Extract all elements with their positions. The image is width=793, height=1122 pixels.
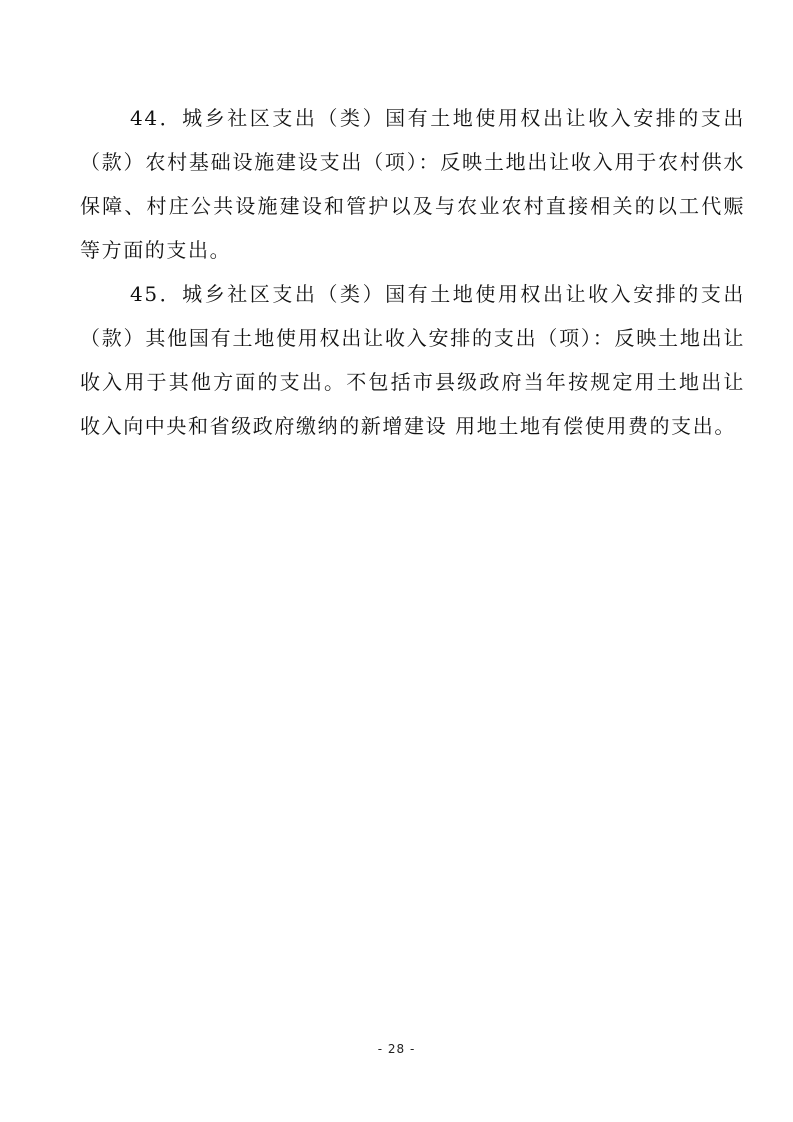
document-body [80, 96, 745, 448]
paragraph-item-45: 45．城乡社区支出（类）国有土地使用权出让收入安排的支出（款）其他国有土地使用权出让收入安排的支出（项）：反映土地出让收入用于其他方面的支出。不包括市县级政府当年按规定用土地出让收入向中央和省级政府缴纳的新增建设 用地土地有偿使用费的支出。 [80, 282, 745, 438]
page-number: - 28 - [377, 1042, 416, 1056]
paragraph-item-44: 44．城乡社区支出（类）国有土地使用权出让收入安排的支出（款）农村基础设施建设支出（项）：反映土地出让收入用于农村供水保障、村庄公共设施建设和管护以及与农业农村直接相关的以工代赈等方面的支出。 [80, 106, 745, 262]
